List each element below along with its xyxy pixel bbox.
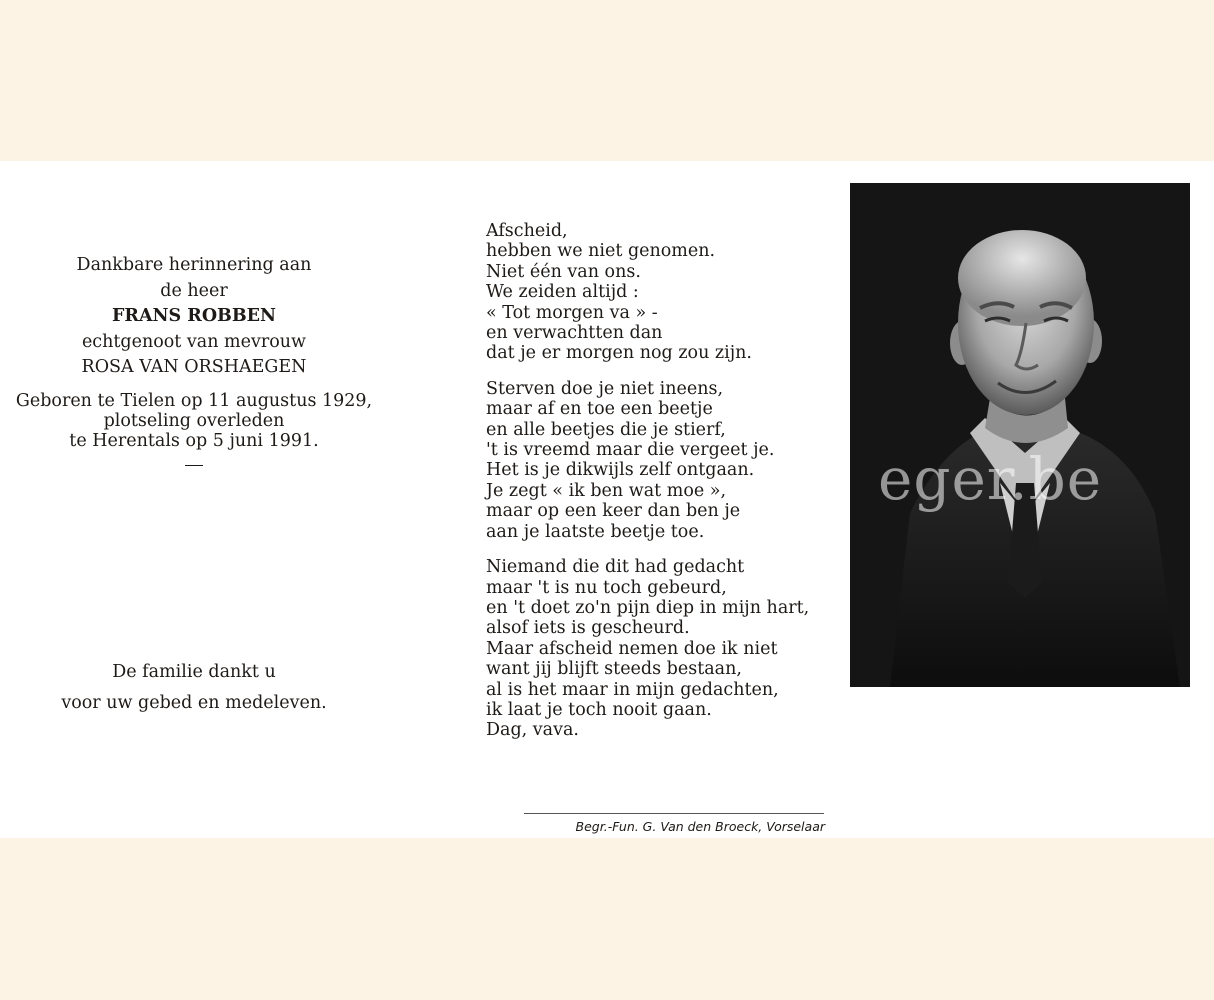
poem-line: en 't doet zo'n pijn diep in mijn hart,	[486, 597, 810, 618]
birth-death-line: plotseling overleden	[103, 410, 285, 431]
watermark: eger.be	[878, 445, 1103, 513]
poem-line: « Tot morgen va » -	[486, 302, 658, 323]
dedication-block	[10, 253, 378, 466]
poem-line: maar 't is nu toch gebeurd,	[486, 577, 727, 598]
portrait-illustration	[850, 183, 1190, 687]
poem-line: Maar afscheid nemen doe ik niet	[486, 638, 778, 659]
poem-line: en alle beetjes die je stierf,	[486, 419, 726, 440]
poem	[486, 221, 826, 756]
separator-dash	[185, 465, 203, 466]
poem-line: alsof iets is gescheurd.	[486, 618, 690, 639]
birth-death-line: Geboren te Tielen op 11 augustus 1929,	[15, 390, 373, 411]
poem-line: want jij blijft steeds bestaan,	[486, 659, 742, 680]
poem-line: Je zegt « ik ben wat moe »,	[486, 480, 727, 501]
poem-line: Dag, vava.	[486, 720, 579, 741]
poem-line: ik laat je toch nooit gaan.	[486, 699, 712, 720]
poem-line: dat je er morgen nog zou zijn.	[486, 343, 752, 364]
thanks-line: De familie dankt u	[112, 662, 276, 682]
poem-line: We zeiden altijd :	[486, 282, 639, 303]
deceased-name: FRANS ROBBEN	[112, 306, 276, 326]
poem-line: maar af en toe een beetje	[486, 399, 713, 420]
poem-stanza	[486, 221, 826, 364]
portrait-photo	[850, 183, 1190, 687]
thanks-block	[10, 657, 378, 719]
poem-line: maar op een keer dan ben je	[486, 501, 741, 522]
poem-stanza	[486, 557, 826, 741]
funeral-rule	[524, 813, 824, 814]
funeral-home-credit: Begr.-Fun. G. Van den Broeck, Vorselaar	[575, 819, 825, 834]
poem-line: en verwachtten dan	[486, 323, 663, 344]
dedication-line: echtgenoot van mevrouw	[81, 331, 307, 352]
poem-line: hebben we niet genomen.	[486, 241, 716, 262]
poem-line: al is het maar in mijn gedachten,	[486, 679, 779, 700]
thanks-line: voor uw gebed en medeleven.	[61, 693, 327, 713]
spouse-name: ROSA VAN ORSHAEGEN	[81, 357, 307, 377]
poem-line: Sterven doe je niet ineens,	[486, 378, 724, 399]
poem-line: Niet één van ons.	[486, 261, 641, 282]
dedication-line: de heer	[160, 280, 228, 301]
dedication-line: Dankbare herinnering aan	[76, 255, 312, 275]
birth-death-line: te Herentals op 5 juni 1991.	[69, 430, 319, 451]
poem-line: Afscheid,	[486, 221, 568, 241]
memorial-card	[0, 161, 1214, 838]
poem-line: aan je laatste beetje toe.	[486, 521, 705, 542]
poem-line: 't is vreemd maar die vergeet je.	[486, 440, 775, 461]
poem-stanza	[486, 379, 826, 542]
poem-line: Niemand die dit had gedacht	[486, 557, 745, 578]
poem-line: Het is je dikwijls zelf ontgaan.	[486, 460, 755, 481]
